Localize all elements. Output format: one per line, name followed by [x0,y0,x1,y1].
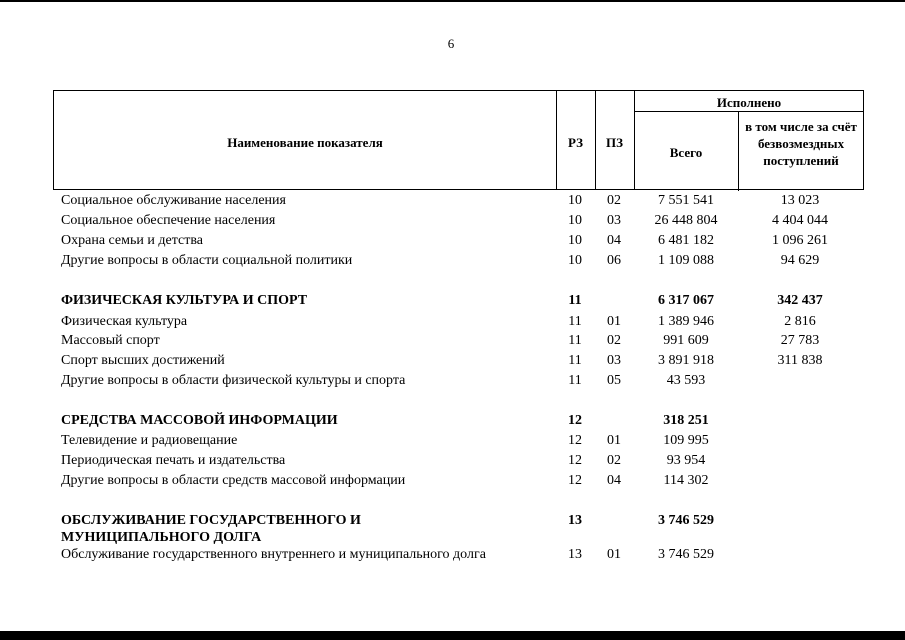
row-total: 93 954 [666,453,706,468]
row-name: Другие вопросы в области средств массовой информации [61,473,406,488]
row-rz: 11 [568,373,582,388]
column-header-free-receipts: в том числе за счёт безвозмездных поступлений [745,119,857,168]
row-total: 3 891 918 [658,353,714,368]
row-name: Телевидение и радиовещание [61,433,238,448]
row-pz: 03 [607,213,621,228]
row-name: Другие вопросы в области физической культуры и спорта [61,373,406,388]
row-total: 1 389 946 [658,314,714,329]
row-name: Социальное обеспечение населения [61,213,276,228]
row-free: 311 838 [777,353,823,368]
row-rz: 10 [568,253,582,268]
row-free: 13 023 [780,193,820,208]
row-pz: 02 [607,453,621,468]
row-free: 2 816 [784,314,816,329]
row-name: Физическая культура [61,314,188,329]
row-pz: 02 [607,193,621,208]
table-header [53,90,864,190]
row-rz: 12 [568,473,582,488]
row-name: Обслуживание государственного внутреннего и муниципального долга [61,547,486,562]
row-free: 94 629 [780,253,820,268]
row-pz: 01 [607,433,621,448]
row-name: Другие вопросы в области социальной политики [61,253,353,268]
row-pz: 06 [607,253,621,268]
row-name: Массовый спорт [61,333,160,348]
row-total: 3 746 529 [658,513,714,528]
row-rz: 10 [568,233,582,248]
row-rz: 13 [568,513,582,528]
row-rz: 11 [568,353,582,368]
row-pz: 04 [607,473,621,488]
row-total: 7 551 541 [658,193,714,208]
row-total: 114 302 [663,473,709,488]
row-name: Охрана семьи и детства [61,233,203,248]
row-rz: 12 [568,433,582,448]
section-title: ФИЗИЧЕСКАЯ КУЛЬТУРА И СПОРТ [61,293,308,308]
row-total: 109 995 [663,433,709,448]
column-header-name: Наименование показателя [227,135,383,150]
top-rule [0,0,905,2]
row-total: 991 609 [663,333,709,348]
row-free: 1 096 261 [772,233,828,248]
row-free: 27 783 [780,333,820,348]
row-rz: 10 [568,193,582,208]
column-header-pz: ПЗ [606,135,623,150]
row-pz: 05 [607,373,621,388]
row-name: Социальное обслуживание населения [61,193,286,208]
row-name: Спорт высших достижений [61,353,225,368]
row-total: 6 317 067 [658,293,714,308]
row-pz: 01 [607,314,621,329]
row-total: 6 481 182 [658,233,714,248]
column-header-rz: РЗ [568,135,583,150]
row-name: Периодическая печать и издательства [61,453,286,468]
row-rz: 13 [568,547,582,562]
row-total: 318 251 [663,413,709,428]
section-title: СРЕДСТВА МАССОВОЙ ИНФОРМАЦИИ [61,413,338,428]
column-header-total: Всего [669,145,703,160]
row-total: 3 746 529 [658,547,714,562]
row-rz: 12 [568,453,582,468]
row-free: 342 437 [777,293,823,308]
row-pz: 03 [607,353,621,368]
row-rz: 11 [568,293,582,308]
section-row [0,512,905,548]
row-pz: 01 [607,547,621,562]
row-total: 26 448 804 [654,213,718,228]
row-pz: 04 [607,233,621,248]
header-divider [738,111,739,191]
page-number: 6 [447,36,455,51]
section-title: ОБСЛУЖИВАНИЕ ГОСУДАРСТВЕННОГО И МУНИЦИПАЛЬНОГО ДОЛГА [61,513,361,545]
row-rz: 12 [568,413,582,428]
row-free: 4 404 044 [772,213,828,228]
row-rz: 10 [568,213,582,228]
row-rz: 11 [568,333,582,348]
row-total: 1 109 088 [658,253,714,268]
bottom-rule [0,631,905,640]
column-header-executed: Исполнено [716,95,782,110]
row-pz: 02 [607,333,621,348]
header-divider [634,111,864,112]
row-total: 43 593 [666,373,706,388]
row-rz: 11 [568,314,582,329]
